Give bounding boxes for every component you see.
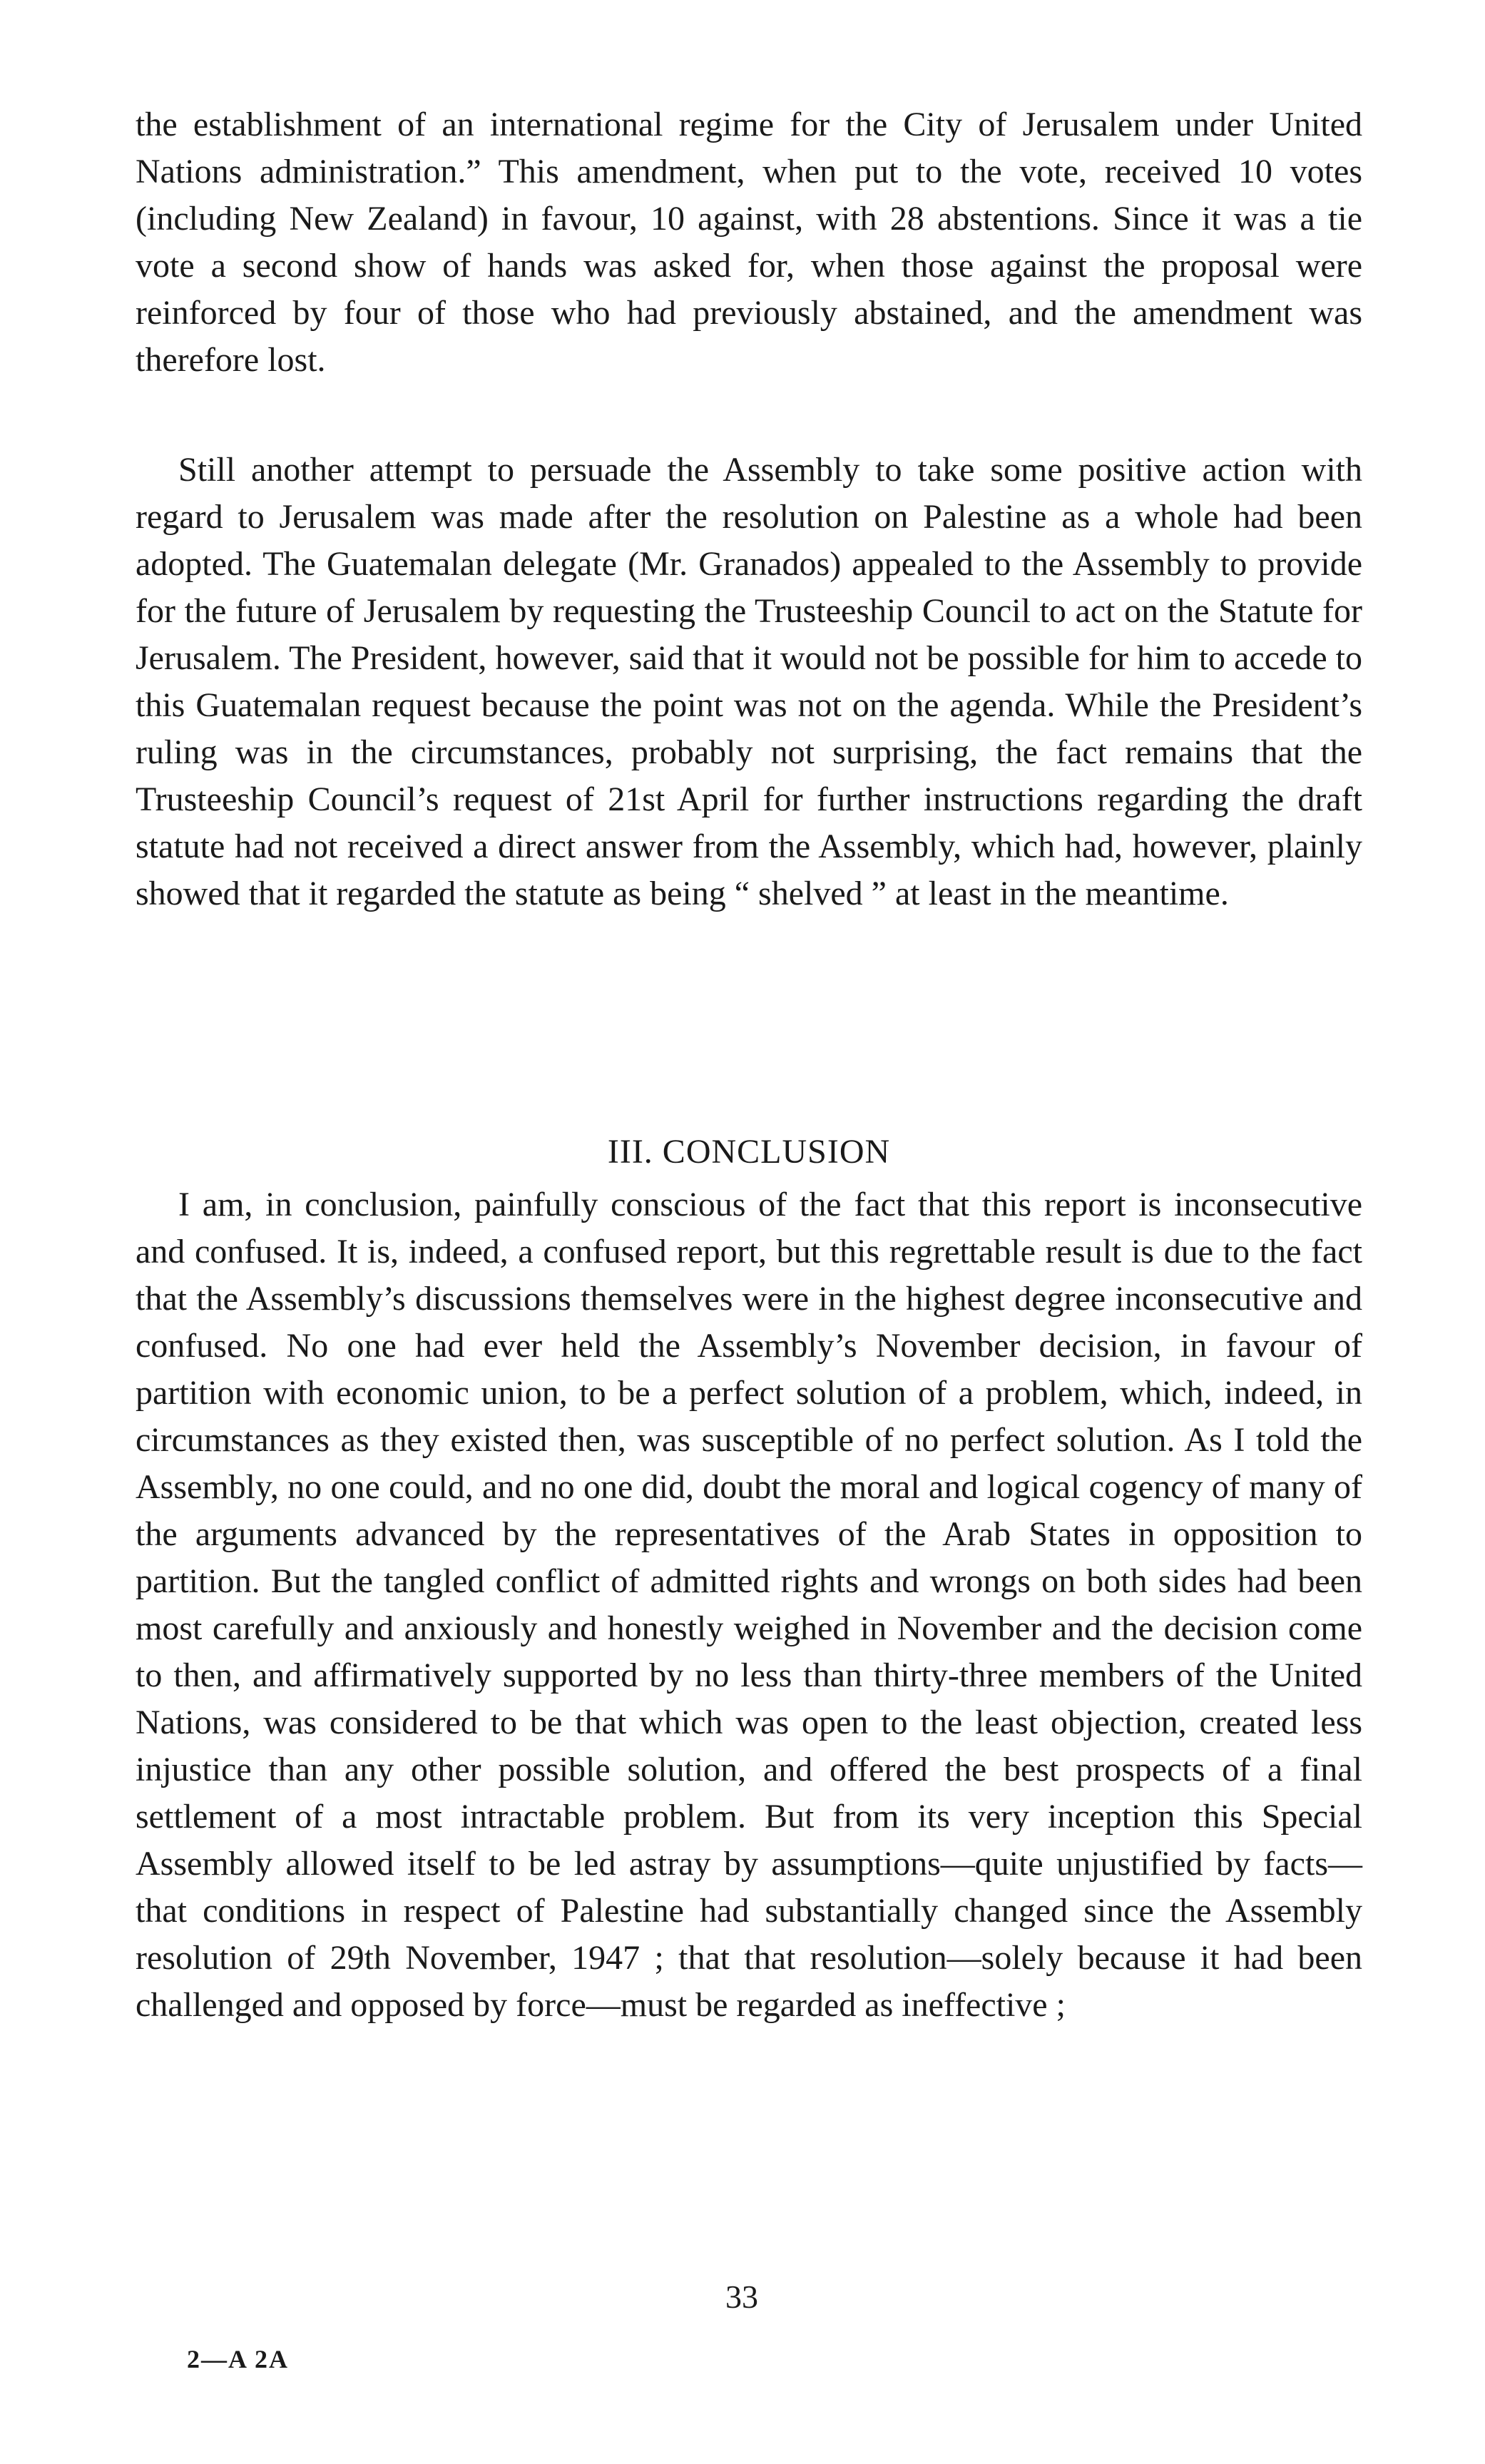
page-number: 33 [725, 2279, 758, 2315]
paragraph-jerusalem-amendment: the establishment of an international regime for the City of Jerusalem under United Nations administration.” This amendment, when put to the vote, received 10 votes (including New Zealand) in favour, 10 against, with 28 abstentions. Since it was a tie vote a second show of hands was asked for, when those against the proposal were reinforced by four of those who had previously abstained, and the amendment was therefore lost. [136, 106, 1362, 379]
footer-document-code: 2—A 2A [187, 2345, 290, 2373]
paragraph-conclusion: I am, in conclusion, painfully conscious of the fact that this report is inconsecutive and confused. It is, indeed, a confused report, but this regrettable result is due to the fact that the Assembly’s discussions themselves were in the highest degree inconsecutive and confused. No one had ever held the Assembly’s November decision, in favour of partition with economic union, to be a perfect solution of a problem, which, indeed, in circumstances as they existed then, was susceptible of no perfect solution. As I told the Assembly, no one could, and no one did, doubt the moral and logical cogency of many of the arguments advanced by the representatives of the Arab States in opposition to partition. But the tangled conflict of admitted rights and wrongs on both sides had been most carefully and anxiously and honestly weighed in November and the decision come to then, and affirmatively supported by no less than thirty-three members of the United Nations, was considered to be that which was open to the least objection, created less injustice than any other possible solution, and offered the best prospects of a final settlement of a most intractable problem. But from its very inception this Special Assembly allowed itself to be led astray by assumptions—quite unjustified by facts—that conditions in respect of Palestine had substantially changed since the Assembly resolution of 29th November, 1947 ; that that resolution—solely because it had been challenged and opposed by force—must be regarded as ineffective ; [136, 1186, 1362, 2024]
paragraph-guatemalan-request: Still another attempt to persuade the Assembly to take some positive action with regard to Jerusalem was made after the resolution on Palestine as a whole had been adopted. The Guatemalan delegate (Mr. Granados) appealed to the Assembly to provide for the future of Jerusalem by requesting the Trusteeship Council to act on the Statute for Jerusalem. The President, however, said that it would not be possible for him to accede to this Guatemalan request because the point was not on the agenda. While the President’s ruling was in the circumstances, probably not surprising, the fact remains that the Trusteeship Council’s request of 21st April for further instructions regarding the draft statute had not received a direct answer from the Assembly, which had, however, plainly showed that it regarded the statute as being “ shelved ” at least in the meantime. [136, 451, 1362, 912]
section-heading-conclusion: III. CONCLUSION [607, 1133, 891, 1171]
